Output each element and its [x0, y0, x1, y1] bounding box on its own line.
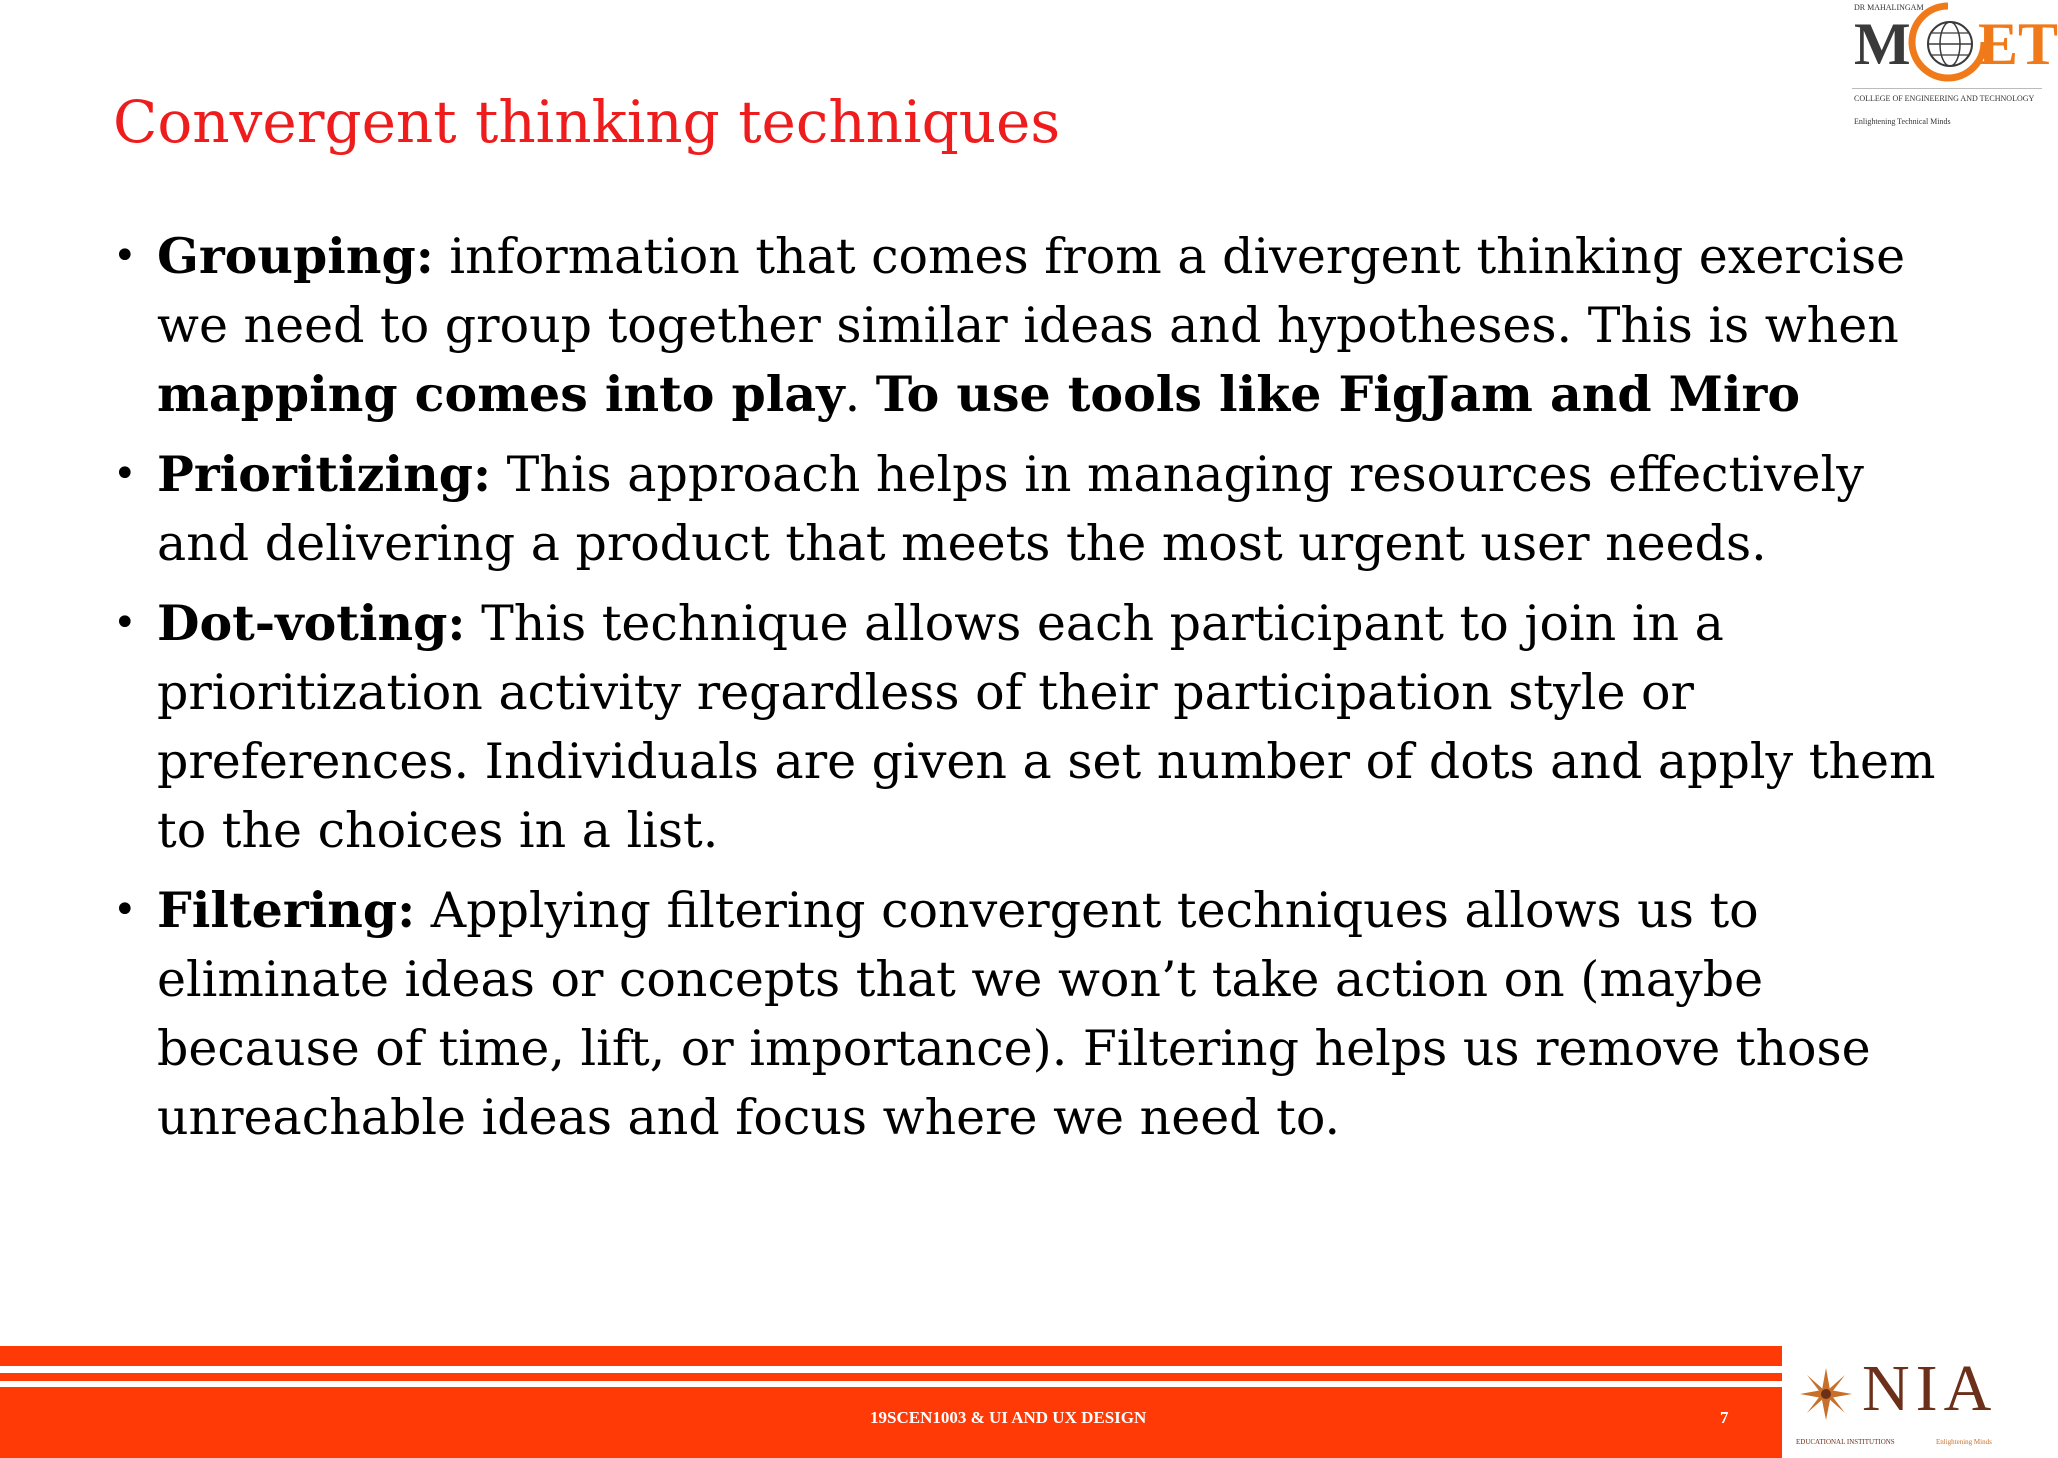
bullet-bold: mapping comes into play	[157, 365, 845, 423]
list-item	[113, 589, 1943, 865]
mcet-logo	[1852, 0, 2058, 130]
list-item	[113, 876, 1943, 1152]
bullet-text: information that comes from a divergent thinking exercise we need to group together similar ideas and hypotheses. This is when	[157, 228, 1906, 354]
footer-course-label: 19SCEN1003 & UI AND UX DESIGN	[870, 1408, 1147, 1427]
globe-icon	[1908, 2, 1988, 82]
bullet-text: This approach helps in managing resources effectively and delivering a product that meets the most urgent user needs.	[157, 446, 1864, 572]
page-number: 7	[1720, 1408, 1729, 1427]
nia-wordmark: NIA	[1862, 1352, 1998, 1425]
logo-tagline: Enlightening Technical Minds	[1854, 117, 1951, 126]
list-item	[113, 440, 1943, 578]
nia-sub-right: Enlightening Minds	[1936, 1438, 1992, 1446]
logo-college-name: COLLEGE OF ENGINEERING AND TECHNOLOGY	[1854, 94, 2035, 103]
footer-stripe	[0, 1373, 1782, 1381]
footer-stripe	[0, 1346, 1782, 1366]
bullet-icon: •	[113, 233, 137, 279]
bullet-icon: •	[113, 451, 137, 497]
list-item	[113, 222, 1943, 429]
bullet-text: Applying filtering convergent techniques allows us to eliminate ideas or concepts that we won’t take action on (maybe because of time, lift, or importance). Filtering helps us remove those unreachable ideas and focus where we need to.	[157, 882, 1871, 1146]
bullet-lead: Filtering:	[157, 881, 416, 939]
logo-letter-m: M	[1854, 11, 1911, 77]
bullet-text: .	[844, 366, 876, 423]
bullet-text: This technique allows each participant to join in a prioritization activity regardless of their participation style or preferences. Individuals are given a set number of dots and apply them to the choices in a list.	[157, 595, 1936, 859]
bullet-lead: Prioritizing:	[157, 445, 492, 503]
slide-title: Convergent thinking techniques	[113, 88, 1061, 156]
bullet-bold: To use tools like FigJam and Miro	[875, 365, 1801, 423]
logo-divider	[1852, 88, 2042, 89]
bullet-lead: Dot-voting:	[157, 594, 466, 652]
bullet-icon: •	[113, 887, 137, 933]
nia-logo	[1790, 1352, 2030, 1458]
bullet-lead: Grouping:	[157, 227, 434, 285]
bullet-icon: •	[113, 600, 137, 646]
logo-letters-et: ET	[1978, 11, 2058, 77]
logo-line-top: DR MAHALINGAM	[1854, 3, 1924, 12]
lotus-icon	[1794, 1362, 1858, 1426]
nia-sub-left: EDUCATIONAL INSTITUTIONS	[1796, 1438, 1895, 1446]
bullet-list	[113, 222, 1943, 1163]
